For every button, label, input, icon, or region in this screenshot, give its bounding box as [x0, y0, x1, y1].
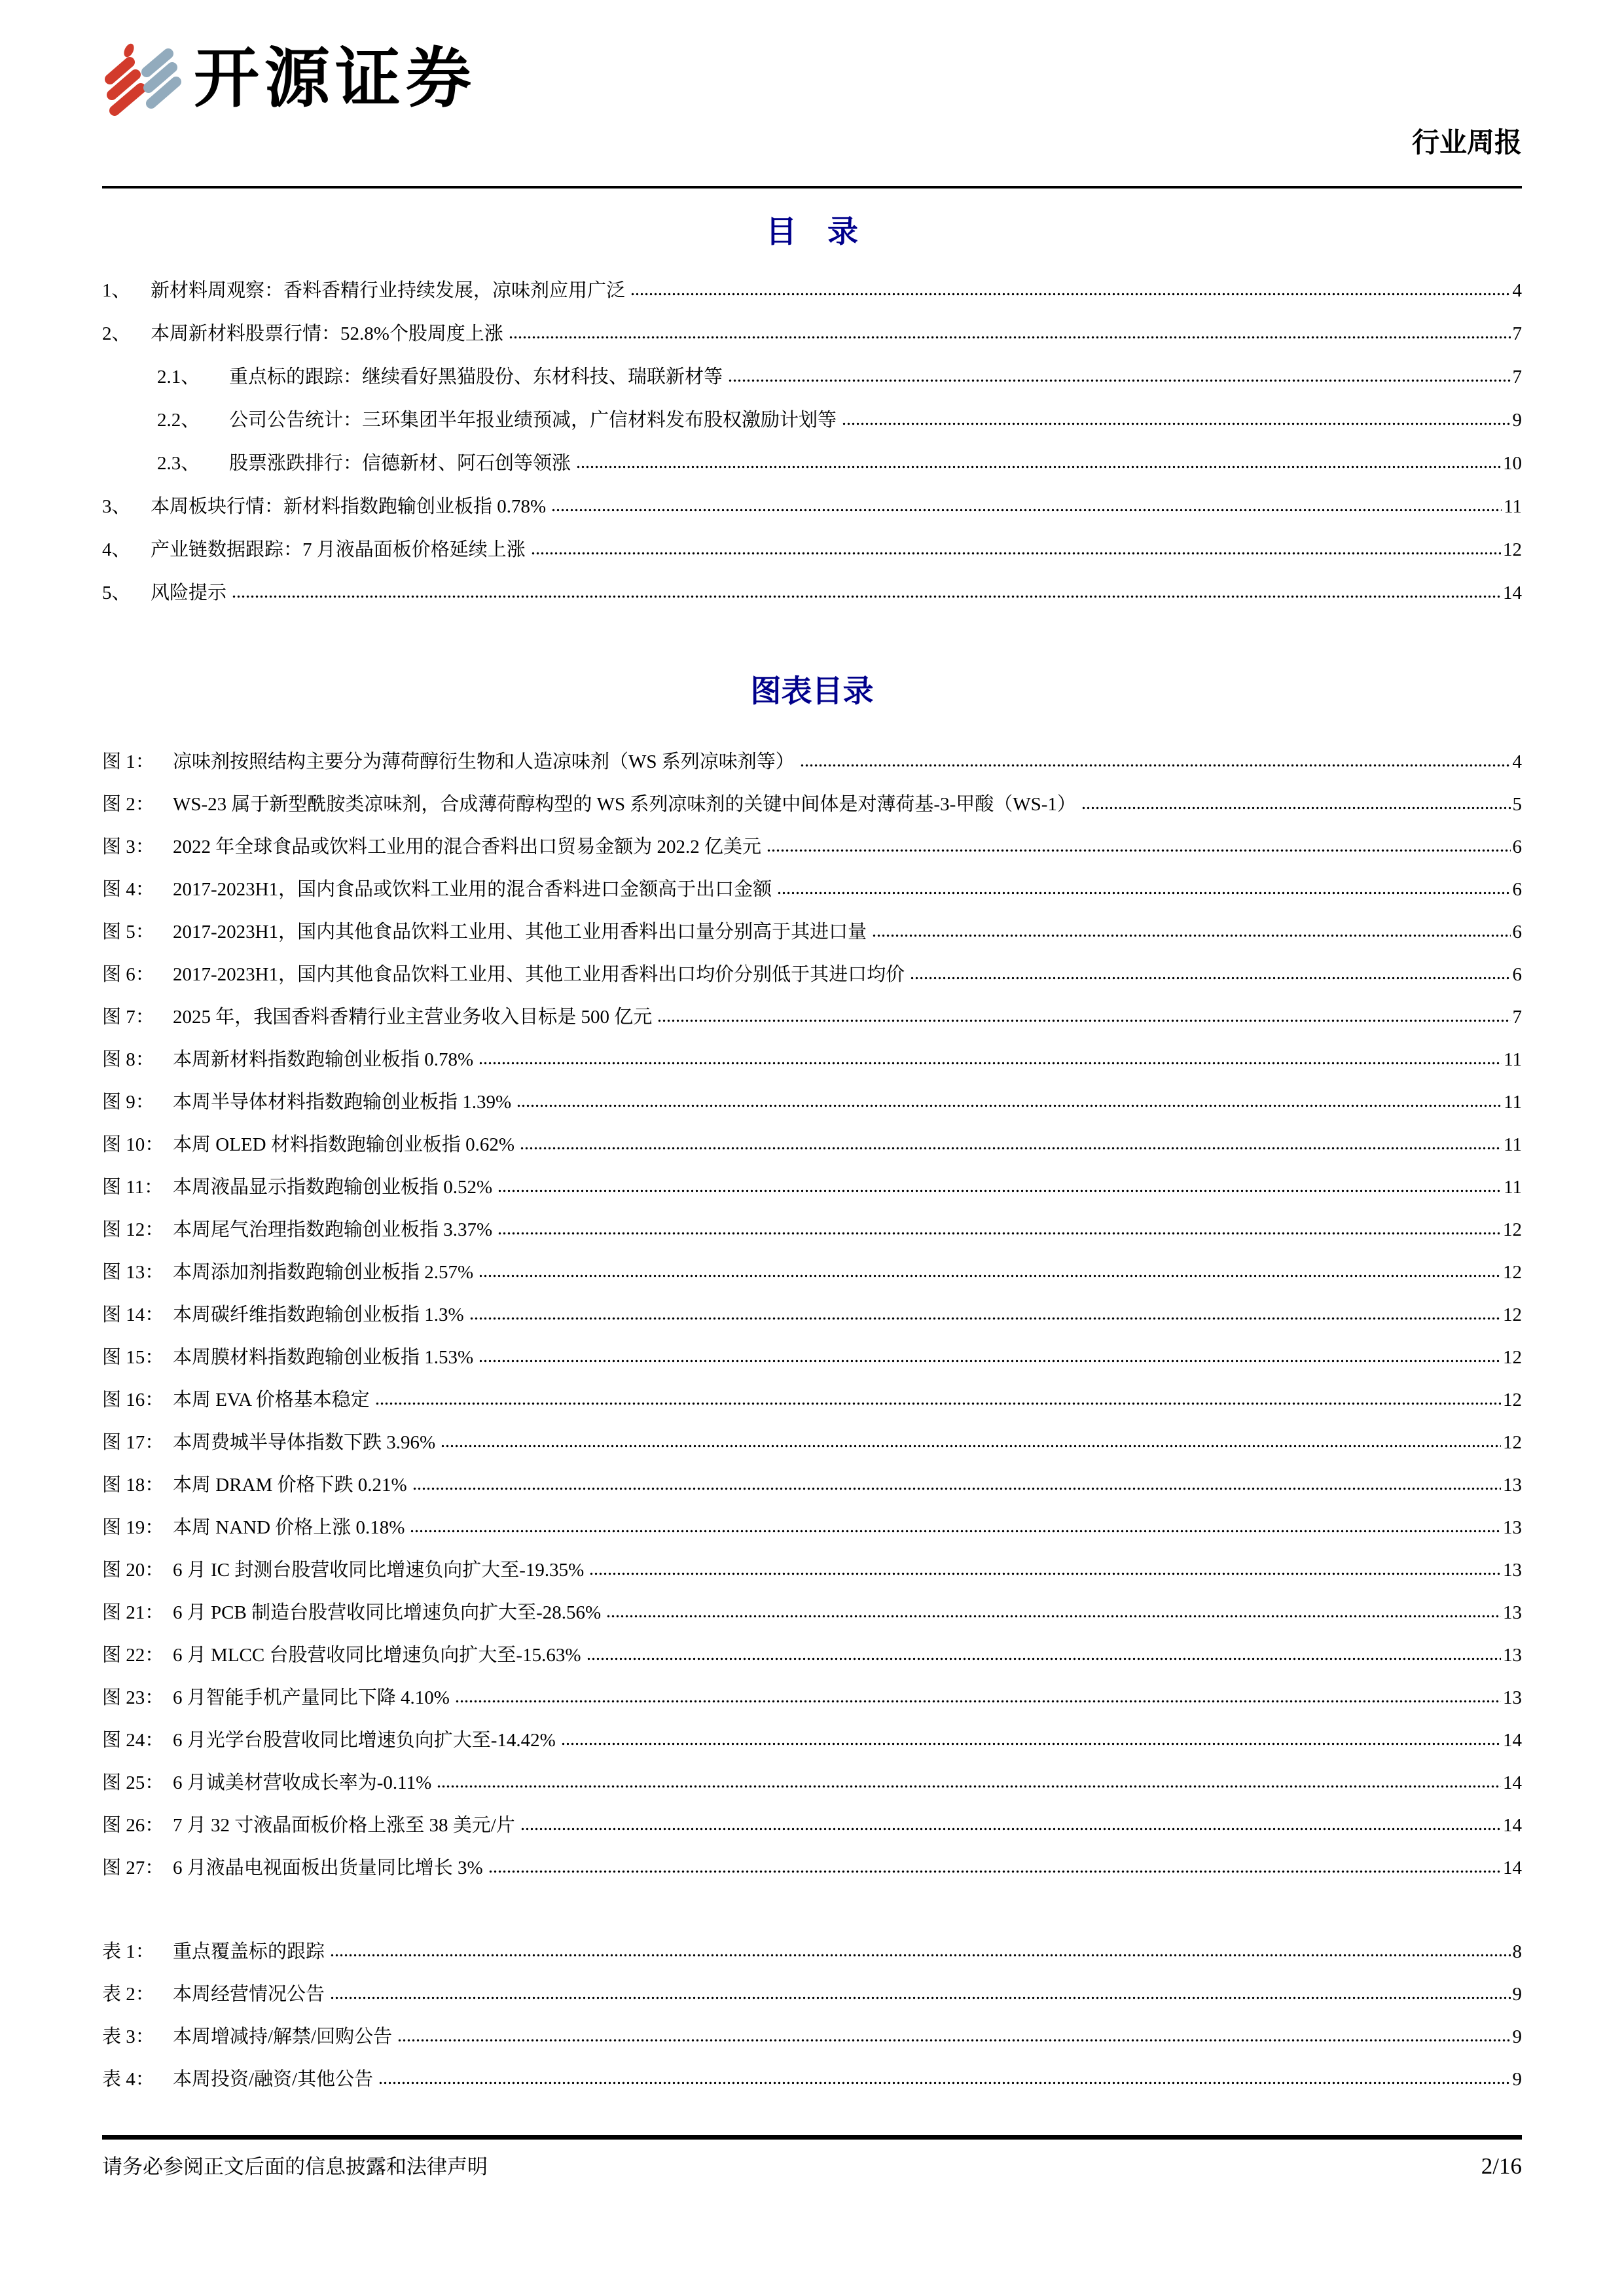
figure-entry-title: 本周 OLED 材料指数跑输创业板指 0.62%: [173, 1134, 514, 1155]
figure-entry-title: 本周添加剂指数跑输创业板指 2.57%: [173, 1262, 474, 1283]
toc-entry-number: 2、: [102, 323, 131, 344]
footer: [102, 2135, 1522, 2179]
toc-entry-title: 本周新材料股票行情：52.8%个股周度上涨: [151, 323, 503, 344]
toc-title: 目 录: [766, 215, 858, 249]
toc-entry-number: 2.3、: [157, 453, 200, 474]
figure-entry-number: 图 4：: [102, 879, 154, 900]
dot-leader: [561, 1742, 1501, 1746]
figure-entry[interactable]: [102, 961, 1522, 988]
figure-entry-title: 本周尾气治理指数跑输创业板指 3.37%: [173, 1219, 493, 1240]
table-entry-number: 表 3：: [102, 2026, 154, 2047]
figures-list: [102, 749, 1522, 1881]
dot-leader: [586, 1657, 1501, 1661]
footer-disclaimer: 请务必参阅正文后面的信息披露和法律声明: [102, 2155, 488, 2178]
dot-leader: [437, 1784, 1501, 1789]
dot-leader: [767, 848, 1510, 853]
dot-leader: [455, 1699, 1501, 1704]
table-entry-page: 9: [1512, 1984, 1522, 2005]
figure-entry-title: 6 月光学台股营收同比增速负向扩大至-14.42%: [173, 1730, 556, 1751]
figure-entry-page: 6: [1512, 879, 1522, 900]
figures-title: 图表目录: [750, 675, 874, 709]
table-entry-title: 本周投资/融资/其他公告: [173, 2069, 374, 2090]
dot-leader: [520, 1146, 1502, 1151]
figure-entry-page: 6: [1512, 922, 1522, 942]
dot-leader: [800, 763, 1511, 768]
figure-entry[interactable]: [102, 749, 1522, 775]
figure-entry-page: 14: [1503, 1815, 1522, 1836]
figure-entry-page: 14: [1503, 1730, 1522, 1751]
toc-entry-page: 12: [1503, 539, 1522, 560]
figure-entry-number: 图 14：: [102, 1304, 164, 1325]
figure-entry-title: 6 月 IC 封测台股营收同比增速负向扩大至-19.35%: [173, 1560, 585, 1581]
dot-leader: [488, 1869, 1501, 1874]
toc-entry-page: 14: [1503, 583, 1522, 603]
figure-entry-page: 12: [1503, 1432, 1522, 1453]
toc-entry-number: 2.1、: [157, 367, 200, 387]
figure-entry[interactable]: [102, 1642, 1522, 1668]
figure-entry-page: 11: [1504, 1049, 1522, 1070]
dot-leader: [378, 2081, 1510, 2085]
figure-entry-page: 12: [1503, 1390, 1522, 1410]
figure-entry-number: 图 13：: [102, 1262, 164, 1283]
figure-entry[interactable]: [102, 1812, 1522, 1839]
figure-entry-number: 图 17：: [102, 1432, 164, 1453]
figure-entry-page: 11: [1504, 1092, 1522, 1113]
figure-entry-page: 12: [1503, 1219, 1522, 1240]
figure-entry-title: 6 月液晶电视面板出货量同比增长 3%: [173, 1857, 483, 1878]
dot-leader: [872, 933, 1510, 938]
figure-entry[interactable]: [102, 1557, 1522, 1583]
figure-entry-number: 图 16：: [102, 1390, 164, 1410]
figure-entry-number: 图 12：: [102, 1219, 164, 1240]
footer-page-number: 2/16: [1481, 2153, 1522, 2179]
figure-entry[interactable]: [102, 1387, 1522, 1413]
figure-entry[interactable]: [102, 1047, 1522, 1073]
dot-leader: [330, 1953, 1510, 1958]
figure-entry-title: 本周碳纤维指数跑输创业板指 1.3%: [173, 1304, 464, 1325]
figure-entry-page: 13: [1503, 1602, 1522, 1623]
figure-entry-title: 7 月 32 寸液晶面板价格上涨至 38 美元/片: [173, 1815, 515, 1836]
dot-leader: [728, 378, 1510, 383]
figure-entry-number: 图 18：: [102, 1475, 164, 1496]
table-entry-page: 9: [1512, 2069, 1522, 2090]
figure-entry-number: 图 21：: [102, 1602, 164, 1623]
toc-entry-title: 产业链数据跟踪：7 月液晶面板价格延续上涨: [151, 539, 526, 560]
figure-entry-page: 6: [1512, 836, 1522, 857]
toc-entry-title: 重点标的跟踪：继续看好黑猫股份、东材科技、瑞联新材等: [229, 367, 723, 387]
figure-entry-number: 图 20：: [102, 1560, 164, 1581]
figure-entry-title: WS-23 属于新型酰胺类凉味剂，合成薄荷醇构型的 WS 系列凉味剂的关键中间体是对薄荷基-3-甲酸（WS-1）: [173, 794, 1076, 815]
figure-entry[interactable]: [102, 1727, 1522, 1753]
figure-entry-title: 本周 EVA 价格基本稳定: [173, 1390, 370, 1410]
toc-entry-number: 5、: [102, 583, 131, 603]
table-entry-page: 9: [1512, 2026, 1522, 2047]
figure-entry-page: 12: [1503, 1304, 1522, 1325]
figure-entry[interactable]: [102, 1344, 1522, 1371]
dot-leader: [478, 1274, 1501, 1278]
toc-entry-page: 7: [1512, 367, 1522, 387]
dot-leader: [509, 335, 1511, 340]
dot-leader: [412, 1486, 1501, 1491]
figure-entry-title: 本周 NAND 价格上涨 0.18%: [173, 1517, 405, 1538]
figure-entry-page: 12: [1503, 1347, 1522, 1368]
table-entry-title: 本周增减持/解禁/回购公告: [173, 2026, 393, 2047]
figure-entry-number: 图 24：: [102, 1730, 164, 1751]
dot-leader: [777, 891, 1510, 895]
figure-entry-page: 13: [1503, 1645, 1522, 1666]
figure-entry-page: 13: [1503, 1560, 1522, 1581]
figure-entry[interactable]: [102, 1132, 1522, 1158]
dot-leader: [375, 1401, 1501, 1406]
figure-entry-number: 图 27：: [102, 1857, 164, 1878]
figure-entry[interactable]: [102, 1089, 1522, 1115]
figure-entry[interactable]: [102, 1770, 1522, 1796]
figure-entry-page: 14: [1503, 1857, 1522, 1878]
dot-leader: [589, 1571, 1501, 1576]
figure-entry-title: 2017-2023H1，国内食品或饮料工业用的混合香料进口金额高于出口金额: [173, 879, 772, 900]
toc-entry-title: 股票涨跌排行：信德新材、阿石创等领涨: [229, 453, 571, 474]
figure-entry[interactable]: [102, 1259, 1522, 1285]
figure-entry[interactable]: [102, 1217, 1522, 1243]
dot-leader: [520, 1827, 1501, 1831]
figure-entry-page: 13: [1503, 1687, 1522, 1708]
figure-entry[interactable]: [102, 1472, 1522, 1498]
figure-entry[interactable]: [102, 1174, 1522, 1200]
toc-entry[interactable]: [102, 407, 1522, 433]
figure-entry[interactable]: [102, 1600, 1522, 1626]
dot-leader: [232, 594, 1501, 599]
figure-entry-number: 图 15：: [102, 1347, 164, 1368]
table-entry[interactable]: [102, 1981, 1522, 2007]
figure-entry-title: 本周费城半导体指数下跌 3.96%: [173, 1432, 436, 1453]
header: [102, 0, 1522, 119]
dot-leader: [478, 1061, 1502, 1066]
table-entry-page: 8: [1512, 1941, 1522, 1962]
figure-entry-number: 图 1：: [102, 751, 154, 772]
toc-list: [102, 278, 1522, 606]
figure-entry-title: 2017-2023H1，国内其他食品饮料工业用、其他工业用香料出口均价分别低于其进口均价: [173, 964, 905, 985]
figure-entry-title: 2022 年全球食品或饮料工业用的混合香料出口贸易金额为 202.2 亿美元: [173, 836, 762, 857]
dot-leader: [657, 1018, 1510, 1023]
figure-entry-title: 2025 年，我国香料香精行业主营业务收入目标是 500 亿元: [173, 1007, 653, 1028]
figure-entry-title: 本周新材料指数跑输创业板指 0.78%: [173, 1049, 474, 1070]
figure-entry[interactable]: [102, 1302, 1522, 1328]
figure-entry-title: 本周半导体材料指数跑输创业板指 1.39%: [173, 1092, 512, 1113]
figure-entry-title: 凉味剂按照结构主要分为薄荷醇衍生物和人造凉味剂（WS 系列凉味剂等）: [173, 751, 795, 772]
toc-entry-page: 7: [1512, 323, 1522, 344]
toc-entry[interactable]: [102, 450, 1522, 476]
dot-leader: [330, 1996, 1510, 2000]
dot-leader: [410, 1529, 1501, 1534]
dot-leader: [551, 508, 1502, 512]
dot-leader: [531, 551, 1501, 556]
figure-entry[interactable]: [102, 1429, 1522, 1456]
figure-entry-number: 图 26：: [102, 1815, 164, 1836]
figure-entry-number: 图 2：: [102, 794, 154, 815]
dot-leader: [441, 1444, 1501, 1448]
figure-entry-title: 本周膜材料指数跑输创业板指 1.53%: [173, 1347, 474, 1368]
toc-entry[interactable]: [102, 278, 1522, 304]
toc-entry-title: 新材料周观察：香料香精行业持续发展，凉味剂应用广泛: [151, 280, 626, 301]
figure-entry-page: 11: [1504, 1177, 1522, 1198]
toc-entry-number: 3、: [102, 496, 131, 517]
toc-entry-page: 10: [1503, 453, 1522, 474]
figure-entry[interactable]: [102, 1515, 1522, 1541]
dot-leader: [606, 1614, 1501, 1619]
figure-entry-page: 5: [1512, 794, 1522, 815]
table-entry-number: 表 4：: [102, 2069, 154, 2090]
figure-entry-number: 图 5：: [102, 922, 154, 942]
brand-wordmark: 开源证券: [194, 42, 477, 115]
figure-entry-number: 图 7：: [102, 1007, 154, 1028]
dot-leader: [497, 1231, 1501, 1236]
figure-entry-title: 6 月诚美材营收成长率为-0.11%: [173, 1772, 432, 1793]
toc-entry-number: 1、: [102, 280, 131, 301]
toc-entry-title: 本周板块行情：新材料指数跑输创业板指 0.78%: [151, 496, 547, 517]
figure-entry-title: 2017-2023H1，国内其他食品饮料工业用、其他工业用香料出口量分别高于其进口量: [173, 922, 867, 942]
dot-leader: [469, 1316, 1501, 1321]
toc-entry[interactable]: [102, 364, 1522, 390]
figure-entry-number: 图 19：: [102, 1517, 164, 1538]
figure-entry-page: 6: [1512, 964, 1522, 985]
figure-entry-page: 14: [1503, 1772, 1522, 1793]
report-type-label: 行业周报: [1411, 128, 1522, 158]
table-entry[interactable]: [102, 2024, 1522, 2050]
figure-entry[interactable]: [102, 1004, 1522, 1030]
figure-entry-page: 7: [1512, 1007, 1522, 1028]
toc-entry[interactable]: [102, 537, 1522, 563]
toc-entry-number: 2.2、: [157, 410, 200, 431]
table-entry[interactable]: [102, 2066, 1522, 2092]
figure-entry-number: 图 3：: [102, 836, 154, 857]
figure-entry-page: 11: [1504, 1134, 1522, 1155]
figure-entry[interactable]: [102, 919, 1522, 945]
figure-entry[interactable]: [102, 834, 1522, 860]
toc-entry-page: 4: [1512, 280, 1522, 301]
figure-entry-title: 6 月 PCB 制造台股营收同比增速负向扩大至-28.56%: [173, 1602, 602, 1623]
figure-entry[interactable]: [102, 876, 1522, 903]
table-entry-title: 重点覆盖标的跟踪: [173, 1941, 325, 1962]
table-entry-number: 表 1：: [102, 1941, 154, 1962]
table-entry-title: 本周经营情况公告: [173, 1984, 325, 2005]
figure-entry-number: 图 8：: [102, 1049, 154, 1070]
dot-leader: [910, 976, 1510, 980]
figure-entry-number: 图 9：: [102, 1092, 154, 1113]
figure-entry[interactable]: [102, 791, 1522, 817]
table-entry-number: 表 2：: [102, 1984, 154, 2005]
dot-leader: [842, 422, 1510, 426]
header-divider: [102, 186, 1522, 188]
dot-leader: [516, 1103, 1502, 1108]
figure-entry-number: 图 25：: [102, 1772, 164, 1793]
toc-entry-number: 4、: [102, 539, 131, 560]
dot-leader: [630, 292, 1510, 296]
figure-entry-title: 本周液晶显示指数跑输创业板指 0.52%: [173, 1177, 493, 1198]
table-entry[interactable]: [102, 1939, 1522, 1965]
figure-entry[interactable]: [102, 1855, 1522, 1881]
toc-entry[interactable]: [102, 493, 1522, 520]
figure-entry-number: 图 22：: [102, 1645, 164, 1666]
dot-leader: [397, 2038, 1510, 2043]
figure-entry-number: 图 10：: [102, 1134, 164, 1155]
figure-entry-title: 6 月智能手机产量同比下降 4.10%: [173, 1687, 450, 1708]
figure-entry-page: 4: [1512, 751, 1522, 772]
toc-entry-page: 11: [1504, 496, 1522, 517]
dot-leader: [478, 1359, 1501, 1363]
figure-entry-title: 6 月 MLCC 台股营收同比增速负向扩大至-15.63%: [173, 1645, 581, 1666]
toc-entry-page: 9: [1512, 410, 1522, 431]
toc-entry-title: 公司公告统计：三环集团半年报业绩预减，广信材料发布股权激励计划等: [229, 410, 837, 431]
kaiyuan-logo-icon: [102, 42, 185, 119]
figure-entry-page: 13: [1503, 1517, 1522, 1538]
toc-entry[interactable]: [102, 580, 1522, 606]
toc-entry-title: 风险提示: [151, 583, 227, 603]
figure-entry-number: 图 11：: [102, 1177, 164, 1198]
toc-entry[interactable]: [102, 321, 1522, 347]
figure-entry-title: 本周 DRAM 价格下跌 0.21%: [173, 1475, 407, 1496]
dot-leader: [497, 1189, 1502, 1193]
figure-entry[interactable]: [102, 1685, 1522, 1711]
dot-leader: [576, 465, 1501, 469]
figure-entry-page: 13: [1503, 1475, 1522, 1496]
figure-entry-number: 图 6：: [102, 964, 154, 985]
tables-list: [102, 1939, 1522, 2092]
dot-leader: [1081, 806, 1511, 810]
figure-entry-number: 图 23：: [102, 1687, 164, 1708]
figure-entry-page: 12: [1503, 1262, 1522, 1283]
